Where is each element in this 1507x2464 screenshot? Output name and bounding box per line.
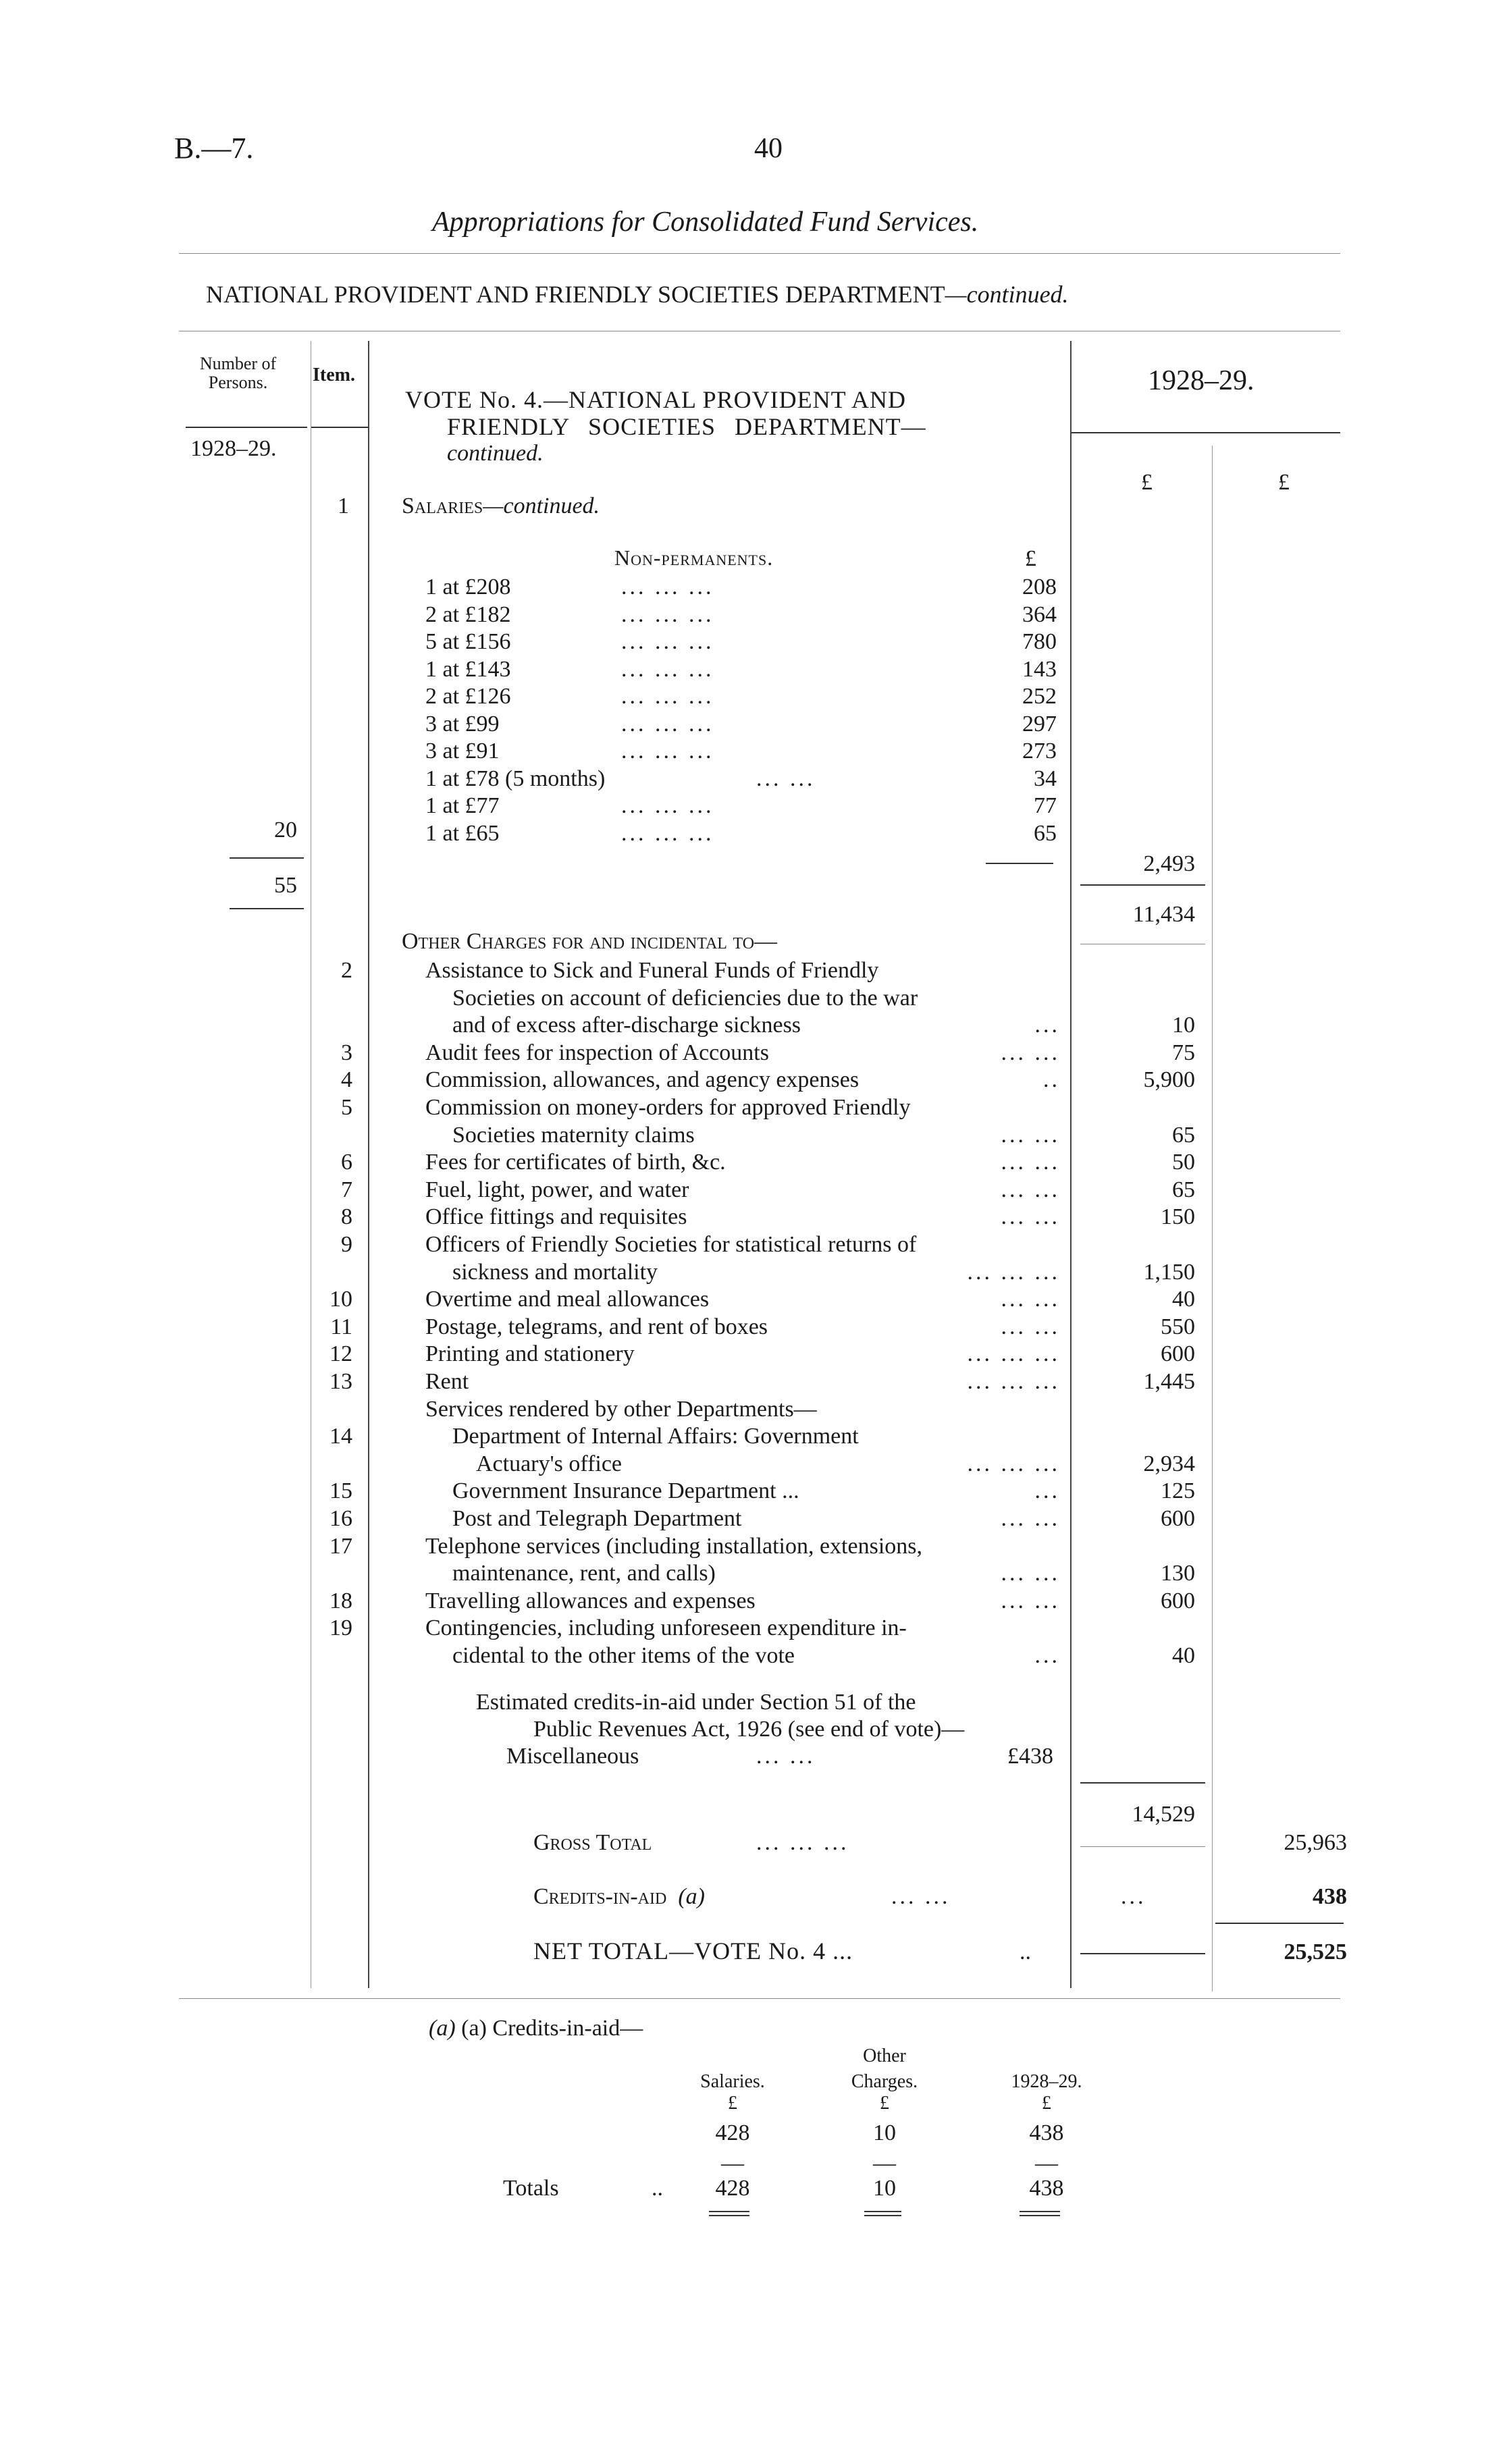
charge-line: Post and Telegraph Department <box>452 1506 742 1531</box>
footnote-col-other-2: Charges. <box>851 2071 918 2092</box>
salary-row-amount: 143 <box>1022 656 1057 682</box>
charge-line: Commission, allowances, and agency expenses <box>425 1067 860 1093</box>
salary-row-dots: ... ... ... <box>621 601 714 627</box>
charge-dots: ... ... ... <box>967 1259 1060 1285</box>
charge-amount: 1,445 <box>1143 1369 1195 1394</box>
footnote-col-other-1: Other <box>863 2045 906 2066</box>
salary-row-label: 5 at £156 <box>425 629 511 654</box>
salary-row-amount: 273 <box>1022 739 1057 764</box>
gross-total-label: Gross Total <box>533 1830 652 1855</box>
footnote-dash-2: — <box>873 2151 896 2176</box>
col-head-pound-2: £ <box>1278 470 1290 495</box>
charge-line: Department of Internal Affairs: Government <box>452 1424 859 1449</box>
col-head-pound-1: £ <box>1141 470 1153 495</box>
charge-dots: ... <box>1034 1013 1060 1038</box>
charge-amount: 2,934 <box>1143 1451 1195 1476</box>
vote-title-line2: FRIENDLY SOCIETIES DEPARTMENT— <box>447 413 926 440</box>
page-title: Appropriations for Consolidated Fund Services. <box>432 207 979 238</box>
salary-row-dots: ... ... ... <box>621 739 714 764</box>
item-number: 10 <box>329 1287 352 1312</box>
charge-line: Travelling allowances and expenses <box>425 1588 756 1613</box>
credits-note-misc-amount: £438 <box>1007 1744 1053 1769</box>
salary-row-label: 1 at £143 <box>425 656 511 682</box>
salary-row-label: 2 at £126 <box>425 684 511 709</box>
charge-amount: 65 <box>1172 1177 1195 1202</box>
charge-dots: ... ... <box>1001 1204 1060 1230</box>
charge-dots: ... <box>1034 1478 1060 1504</box>
salary-row-dots: ... ... ... <box>621 793 714 818</box>
footnote-col-year: 1928–29. <box>1011 2071 1082 2092</box>
charge-line: cidental to the other items of the vote <box>452 1643 795 1668</box>
charge-amount: 125 <box>1161 1478 1195 1504</box>
salary-row-label: 3 at £91 <box>425 739 500 764</box>
salary-row-dots: ... ... ... <box>621 684 714 709</box>
charge-line: Rent <box>425 1369 469 1394</box>
salary-row-label: 1 at £78 (5 months) <box>425 766 606 791</box>
item-number: 2 <box>341 958 352 983</box>
charge-dots: ... ... <box>1001 1040 1060 1065</box>
charge-amount: 600 <box>1161 1506 1195 1531</box>
document-reference: B.—7. <box>174 132 254 165</box>
charge-dots: ... ... <box>1001 1150 1060 1175</box>
salary-row-label: 1 at £208 <box>425 574 511 599</box>
item-number: 19 <box>329 1615 352 1641</box>
salary-row-dots: ... ... ... <box>621 820 714 846</box>
salaries-total: 11,434 <box>1132 902 1195 927</box>
col-head-year: 1928–29. <box>1148 365 1254 396</box>
footnote-row1-year: 438 <box>1029 2120 1064 2145</box>
net-total-amount: 25,525 <box>1284 1939 1347 1964</box>
gross-total-amount: 25,963 <box>1284 1830 1347 1855</box>
charge-line: Office fittings and requisites <box>425 1204 687 1230</box>
charge-line: Fees for certificates of birth, &c. <box>425 1150 726 1175</box>
item-number: 14 <box>329 1424 352 1449</box>
department-suffix: —continued. <box>945 281 1069 308</box>
charge-dots: ... ... ... <box>967 1369 1060 1394</box>
salary-row-amount: 77 <box>1034 793 1057 818</box>
col-head-persons: Number of Persons. <box>199 354 277 392</box>
salaries-subtotal: 2,493 <box>1143 851 1195 876</box>
footnote-pound-3: £ <box>1042 2093 1051 2114</box>
charge-line: Contingencies, including unforeseen expenditure in- <box>425 1615 907 1641</box>
charge-amount: 1,150 <box>1143 1259 1195 1285</box>
charge-amount: 600 <box>1161 1588 1195 1613</box>
charge-amount: 50 <box>1172 1150 1195 1175</box>
page-number: 40 <box>754 133 783 164</box>
department-heading <box>206 280 1069 309</box>
item-number: 3 <box>341 1040 352 1065</box>
credits-in-aid-dots: ... ... <box>891 1884 951 1909</box>
credits-in-aid-amount: 438 <box>1313 1884 1347 1909</box>
item-number: 12 <box>329 1341 352 1367</box>
salary-row-amount: 208 <box>1022 574 1057 599</box>
salary-row-amount: 252 <box>1022 684 1057 709</box>
salary-row-dots: ... ... ... <box>621 656 714 682</box>
vote-title-line3: continued. <box>447 441 544 466</box>
item-number: 17 <box>329 1533 352 1559</box>
footnote-totals-year: 438 <box>1029 2176 1064 2201</box>
charge-line: maintenance, rent, and calls) <box>452 1561 716 1586</box>
salaries-heading: Salaries—continued. <box>402 493 600 518</box>
footnote-totals-label: Totals <box>503 2176 559 2201</box>
item-number: 18 <box>329 1588 352 1613</box>
other-charges-subtotal: 14,529 <box>1132 1802 1195 1827</box>
salary-row-dots: ... ... ... <box>621 711 714 736</box>
charge-line: Telephone services (including installation, extensions, <box>425 1533 922 1559</box>
charge-line: Officers of Friendly Societies for statistical returns of <box>425 1232 917 1257</box>
credits-in-aid-label: Credits-in-aid (a) <box>533 1884 705 1909</box>
charge-line: Actuary's office <box>476 1451 623 1476</box>
salary-row-label: 1 at £77 <box>425 793 500 818</box>
item-number: 15 <box>329 1478 352 1504</box>
net-total-dots: .. <box>1020 1939 1031 1964</box>
credits-note-line1: Estimated credits-in-aid under Section 51 of the <box>476 1690 916 1715</box>
charge-dots: ... ... ... <box>967 1341 1060 1367</box>
salary-row-amount: 65 <box>1034 820 1057 846</box>
salary-row-dots: ... ... ... <box>621 574 714 599</box>
charge-dots: ... ... <box>1001 1506 1060 1531</box>
charge-line: sickness and mortality <box>452 1259 658 1285</box>
non-permanents-heading: Non-permanents. <box>614 545 774 570</box>
footnote-col-salaries: Salaries. <box>700 2071 765 2092</box>
salary-row-label: 1 at £65 <box>425 820 500 846</box>
charge-line: Societies maternity claims <box>452 1122 695 1148</box>
charge-amount: 75 <box>1172 1040 1195 1065</box>
charge-line: Audit fees for inspection of Accounts <box>425 1040 769 1065</box>
salary-row-label: 2 at £182 <box>425 601 511 627</box>
item-number: 9 <box>341 1232 352 1257</box>
credits-note-line2: Public Revenues Act, 1926 (see end of vote)— <box>533 1717 965 1742</box>
item-number: 7 <box>341 1177 352 1202</box>
charge-dots: ... ... <box>1001 1588 1060 1613</box>
salary-row-label: 3 at £99 <box>425 711 500 736</box>
charge-amount: 5,900 <box>1143 1067 1195 1093</box>
credits-in-aid-mid: ... <box>1121 1884 1146 1909</box>
footnote-pound-2: £ <box>880 2093 889 2114</box>
charge-dots: ... ... <box>1001 1287 1060 1312</box>
credits-note-misc-label: Miscellaneous <box>506 1744 639 1769</box>
charge-amount: 550 <box>1161 1314 1195 1339</box>
salaries-item-no: 1 <box>338 493 349 518</box>
charge-line: and of excess after-discharge sickness <box>452 1013 801 1038</box>
charge-dots: .. <box>1043 1067 1060 1093</box>
charge-line: Government Insurance Department ... <box>452 1478 799 1504</box>
charge-dots: ... <box>1034 1643 1060 1668</box>
charge-line: Postage, telegrams, and rent of boxes <box>425 1314 768 1339</box>
item-number: 8 <box>341 1204 352 1230</box>
item-number: 13 <box>329 1369 352 1394</box>
charge-amount: 130 <box>1161 1561 1195 1586</box>
charge-dots: ... ... <box>1001 1561 1060 1586</box>
charge-line: Overtime and meal allowances <box>425 1287 710 1312</box>
footnote-totals-salaries: 428 <box>715 2176 750 2201</box>
charge-dots: ... ... <box>1001 1122 1060 1148</box>
footnote-totals-other: 10 <box>873 2176 896 2201</box>
footnote-pound-1: £ <box>728 2093 737 2114</box>
charge-dots: ... ... ... <box>967 1451 1060 1476</box>
persons-total: 55 <box>274 873 297 898</box>
footnote-row1-salaries: 428 <box>715 2120 750 2145</box>
footnote-totals-dots: .. <box>652 2176 663 2201</box>
salaries-pound: £ <box>1025 546 1036 571</box>
charge-amount: 40 <box>1172 1643 1195 1668</box>
footnote-title: (a) (a) Credits-in-aid— <box>429 2016 643 2041</box>
item-number: 11 <box>330 1314 352 1339</box>
charge-amount: 40 <box>1172 1287 1195 1312</box>
item-number: 5 <box>341 1095 352 1120</box>
footnote-dash-3: — <box>1035 2151 1058 2176</box>
charge-amount: 150 <box>1161 1204 1195 1230</box>
item-number: 16 <box>329 1506 352 1531</box>
salary-row-amount: 780 <box>1022 629 1057 654</box>
col-head-item: Item. <box>313 365 355 385</box>
charge-dots: ... ... <box>1001 1314 1060 1339</box>
persons-subtotal: 20 <box>274 818 297 842</box>
net-total-label: NET TOTAL—VOTE No. 4 ... <box>533 1937 853 1964</box>
charge-amount: 600 <box>1161 1341 1195 1367</box>
department-name: NATIONAL PROVIDENT AND FRIENDLY SOCIETIES DEPARTMENT <box>206 281 945 308</box>
footnote-row1-other: 10 <box>873 2120 896 2145</box>
salary-row-amount: 34 <box>1034 766 1057 791</box>
charge-line: Assistance to Sick and Funeral Funds of Friendly <box>425 958 879 983</box>
item-number: 6 <box>341 1150 352 1175</box>
salary-row-dots: ... ... <box>756 766 816 791</box>
salary-row-amount: 364 <box>1022 601 1057 627</box>
salary-row-amount: 297 <box>1022 711 1057 736</box>
col-head-persons-year: 1928–29. <box>190 436 277 461</box>
charge-line: Commission on money-orders for approved Friendly <box>425 1095 911 1120</box>
other-charges-heading: Other Charges for and incidental to— <box>402 929 778 954</box>
gross-total-dots: ... ... ... <box>756 1830 849 1855</box>
credits-note-misc-dots: ... ... <box>756 1744 816 1769</box>
salary-row-dots: ... ... ... <box>621 629 714 654</box>
charge-dots: ... ... <box>1001 1177 1060 1202</box>
charge-amount: 10 <box>1172 1013 1195 1038</box>
services-heading: Services rendered by other Departments— <box>425 1396 817 1422</box>
item-number: 4 <box>341 1067 352 1093</box>
charge-line: Societies on account of deficiencies due to the war <box>452 985 918 1011</box>
charge-line: Fuel, light, power, and water <box>425 1177 689 1202</box>
vote-title-line1: VOTE No. 4.—NATIONAL PROVIDENT AND <box>405 386 906 413</box>
charge-amount: 65 <box>1172 1122 1195 1148</box>
footnote-dash-1: — <box>721 2151 744 2176</box>
charge-line: Printing and stationery <box>425 1341 635 1367</box>
